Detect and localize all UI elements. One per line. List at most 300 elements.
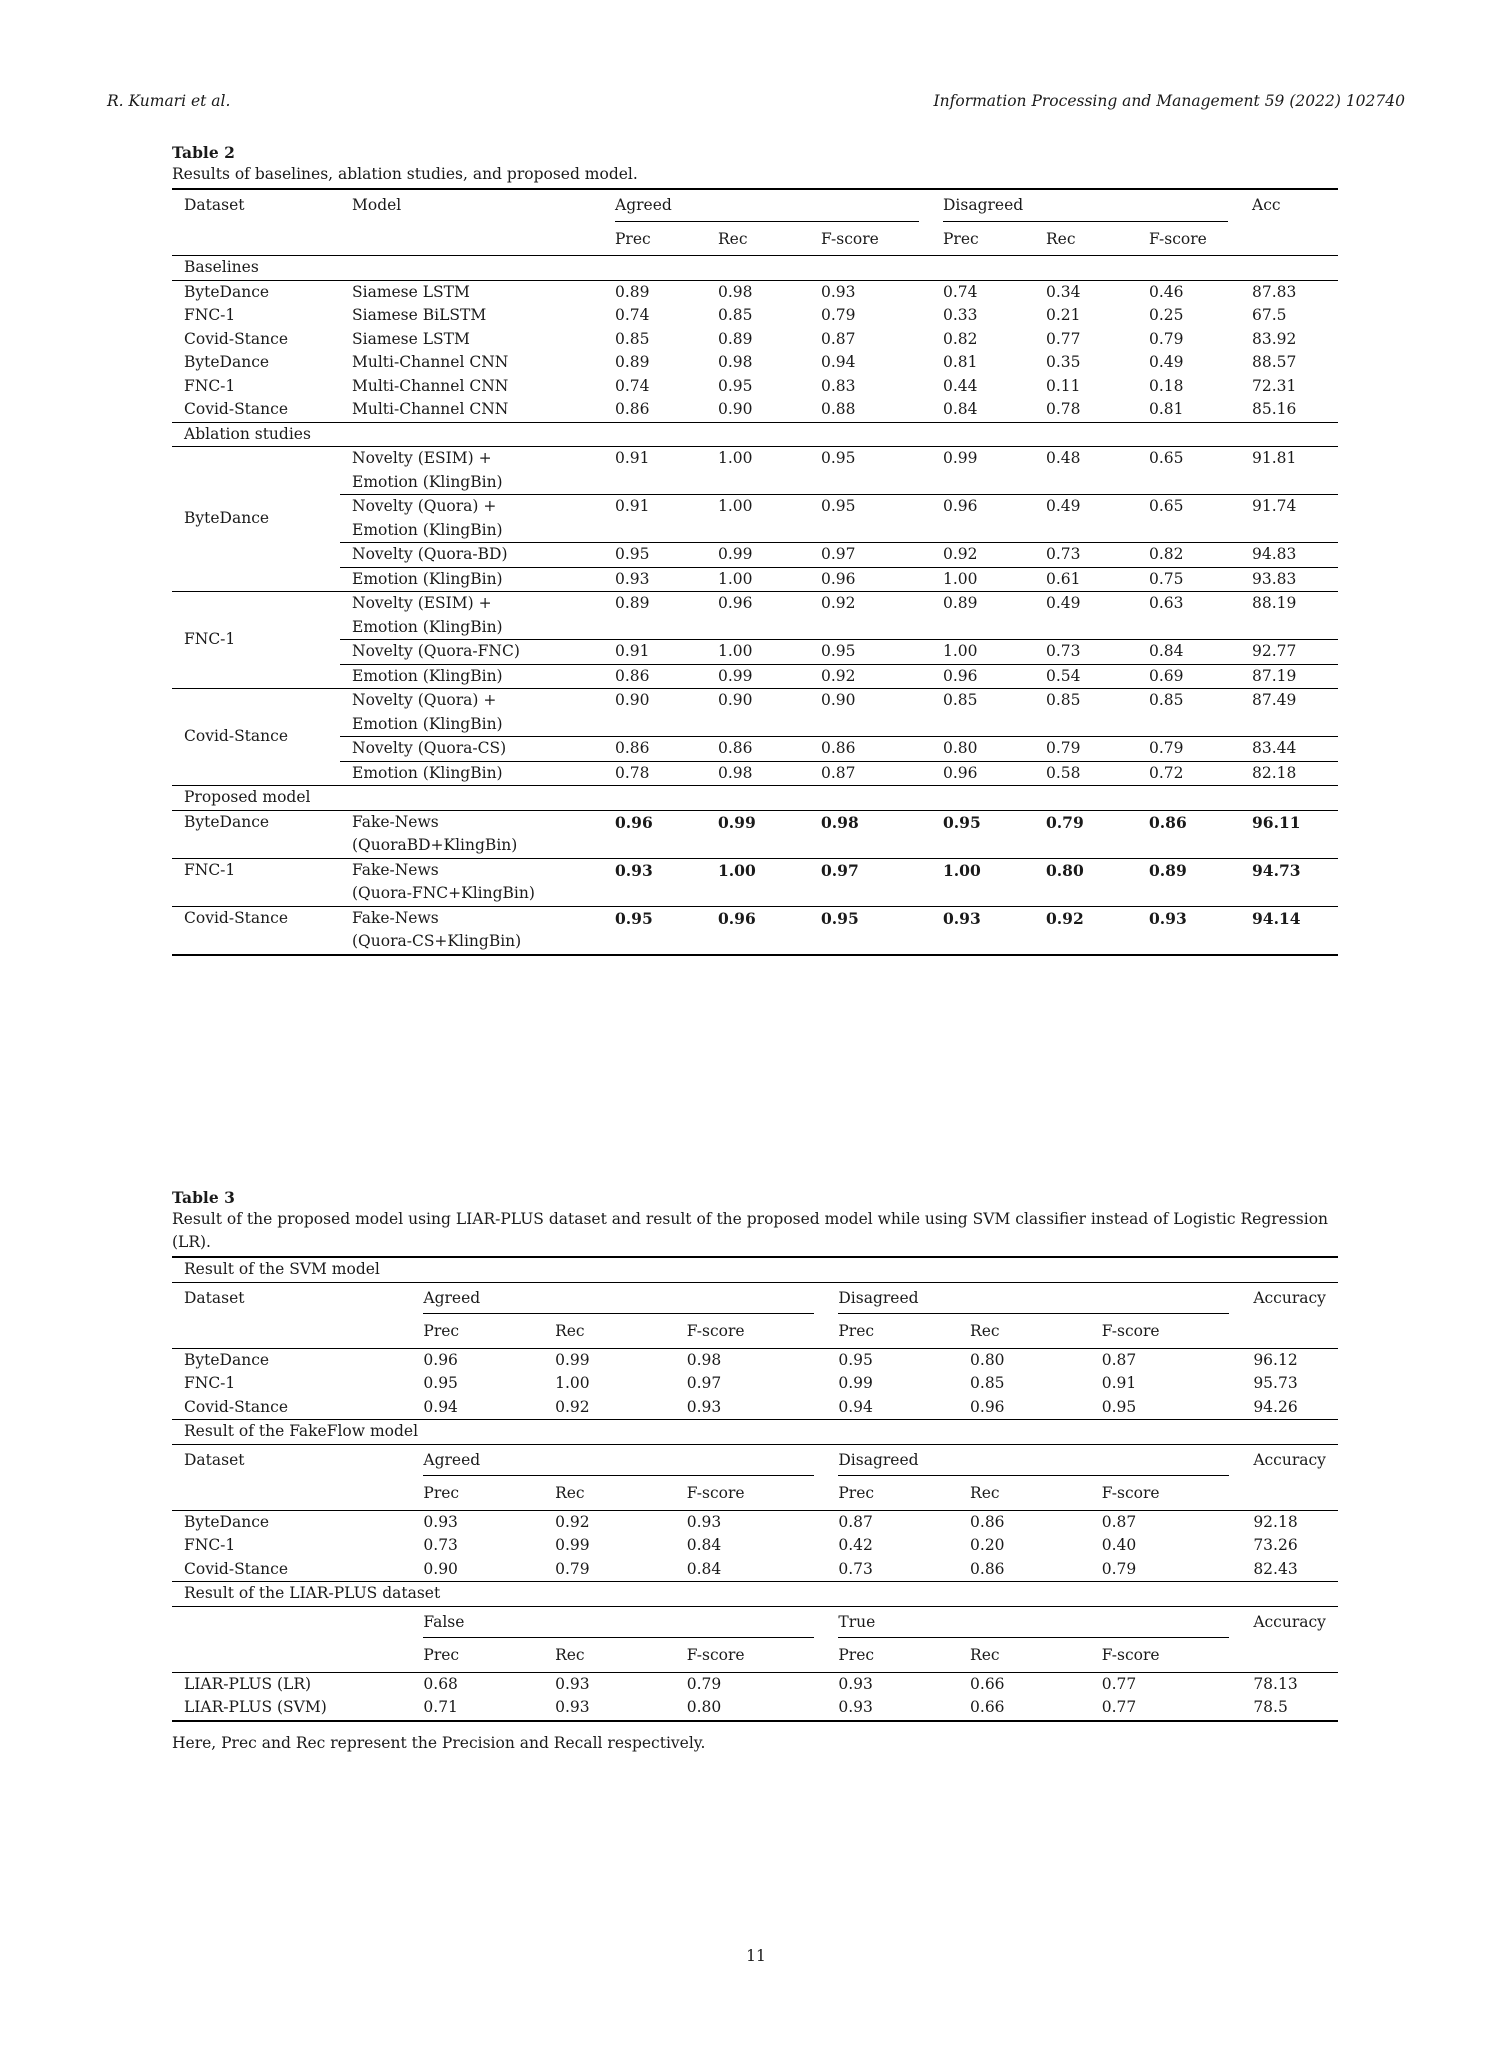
model-cell <box>340 737 603 762</box>
fscore-cell: 0.79 <box>1101 1559 1137 1578</box>
model-line-2: (Quora-FNC+KlingBin) <box>352 884 535 902</box>
model-line-2: Emotion (KlingBin) <box>352 714 503 733</box>
agreed-prec-cell: 0.86 <box>615 400 650 418</box>
col-header-model: Model <box>352 196 402 214</box>
disagreed-prec-cell: 0.92 <box>931 543 1034 568</box>
accuracy-cell: 93.83 <box>1240 567 1338 592</box>
dataset-cell: ByteDance <box>184 353 270 371</box>
running-head-author: R. Kumari et al. <box>107 92 231 110</box>
agreed-prec-cell: 0.95 <box>603 543 706 568</box>
col-header-dataset: Dataset <box>184 196 245 214</box>
table-row <box>172 689 1338 737</box>
disagreed-prec-cell: 0.99 <box>931 447 1034 495</box>
prec-cell: 0.68 <box>423 1674 458 1693</box>
table-row <box>172 737 1338 762</box>
model-cell <box>340 543 603 568</box>
agreed-fscore-cell: 0.92 <box>809 592 931 640</box>
section-label: Result of the SVM model <box>184 1260 380 1278</box>
subheader-row <box>172 1641 1338 1672</box>
rec-cell: 0.92 <box>555 1512 590 1531</box>
sub-header-fscore: F-score <box>686 1646 745 1664</box>
prec-cell: 0.73 <box>838 1559 873 1578</box>
fscore-cell: 0.93 <box>686 1397 722 1416</box>
disagreed-rec-cell: 0.79 <box>1046 812 1084 832</box>
prec-cell: 0.95 <box>423 1374 458 1392</box>
disagreed-fscore-cell: 0.65 <box>1137 495 1240 543</box>
disagreed-fscore-cell: 0.18 <box>1149 376 1184 395</box>
accuracy-cell: 91.81 <box>1240 447 1338 495</box>
model-line-2: (Quora-CS+KlingBin) <box>352 932 522 950</box>
disagreed-fscore-cell: 0.46 <box>1149 282 1184 301</box>
fscore-cell: 0.77 <box>1101 1698 1137 1716</box>
prec-cell: 0.93 <box>838 1698 873 1716</box>
rec-cell: 0.66 <box>970 1698 1005 1716</box>
model-line-1: Novelty (ESIM) + <box>352 449 492 467</box>
disagreed-rec-cell: 0.35 <box>1046 353 1081 371</box>
disagreed-fscore-cell: 0.86 <box>1149 812 1187 832</box>
section-row <box>172 1582 1338 1607</box>
model-cell: Multi-Channel CNN <box>352 376 509 395</box>
agreed-fscore-cell: 0.98 <box>821 812 859 832</box>
col-header-disagreed <box>931 189 1240 225</box>
fscore-cell: 0.93 <box>686 1512 722 1531</box>
agreed-fscore-cell: 0.90 <box>809 689 931 737</box>
table-2-header-row <box>172 189 1338 225</box>
model-cell: Multi-Channel CNN <box>352 353 509 371</box>
sub-header-rec: Rec <box>555 1322 585 1340</box>
section-label-ablation: Ablation studies <box>184 424 311 443</box>
agreed-rec-cell: 1.00 <box>706 495 809 543</box>
model-cell <box>340 592 603 640</box>
sub-header-rec: Rec <box>555 1484 585 1502</box>
accuracy-cell: 94.73 <box>1252 860 1301 880</box>
table-row <box>172 1672 1338 1696</box>
agreed-rec-cell: 1.00 <box>706 447 809 495</box>
table-row <box>172 567 1338 592</box>
prec-cell: 0.90 <box>423 1559 458 1578</box>
table-2-title: Table 2 <box>172 143 235 162</box>
disagreed-fscore-cell: 0.69 <box>1137 664 1240 689</box>
col-header-group-1 <box>411 1606 826 1641</box>
table-row <box>172 495 1338 543</box>
table-row <box>172 1558 1338 1582</box>
sub-header-rec: Rec <box>970 1322 1000 1340</box>
dataset-cell: Covid-Stance <box>184 400 288 418</box>
sub-header-fscore: F-score <box>1101 1322 1160 1340</box>
accuracy-cell: 87.19 <box>1240 664 1338 689</box>
disagreed-prec-cell: 0.74 <box>943 282 978 301</box>
section-row <box>172 1420 1338 1445</box>
col-header-group-1 <box>411 1282 826 1317</box>
agreed-rec-cell: 0.96 <box>706 592 809 640</box>
group-2-label: True <box>838 1611 1229 1639</box>
disagreed-prec-cell: 1.00 <box>931 567 1034 592</box>
disagreed-rec-cell: 0.77 <box>1046 329 1081 348</box>
header-row <box>172 1444 1338 1479</box>
fscore-cell: 0.97 <box>686 1374 722 1392</box>
model-line-1: Novelty (Quora-CS) <box>352 739 507 757</box>
accuracy-cell: 78.5 <box>1253 1698 1288 1716</box>
table-row <box>172 304 1338 328</box>
disagreed-rec-cell: 0.78 <box>1046 400 1081 418</box>
header-row <box>172 1606 1338 1641</box>
rec-cell: 0.92 <box>555 1397 590 1416</box>
agreed-rec-cell: 0.99 <box>706 664 809 689</box>
empty-cell <box>1241 1317 1338 1348</box>
prec-cell: 0.94 <box>838 1397 873 1416</box>
disagreed-rec-cell: 0.11 <box>1046 376 1081 395</box>
model-line-1: Novelty (Quora) + <box>352 497 497 515</box>
sub-header-prec: Prec <box>615 229 651 248</box>
disagreed-fscore-cell: 0.81 <box>1149 400 1184 418</box>
group-2-label: Disagreed <box>838 1449 1229 1477</box>
accuracy-cell: 72.31 <box>1252 376 1297 395</box>
accuracy-cell: 96.11 <box>1252 812 1301 832</box>
accuracy-cell: 83.44 <box>1240 737 1338 762</box>
accuracy-cell: 82.18 <box>1240 761 1338 786</box>
section-label: Result of the LIAR-PLUS dataset <box>184 1584 441 1602</box>
dataset-cell: Covid-Stance <box>184 1559 288 1578</box>
page-number: 11 <box>746 1947 766 1965</box>
disagreed-prec-cell: 1.00 <box>943 860 981 880</box>
sub-header-fscore: F-score <box>686 1322 745 1340</box>
model-cell <box>340 495 603 543</box>
group-2-label: Disagreed <box>838 1287 1229 1315</box>
model-line-2: Emotion (KlingBin) <box>352 617 503 636</box>
disagreed-rec-cell: 0.79 <box>1034 737 1137 762</box>
disagreed-rec-cell: 0.49 <box>1034 592 1137 640</box>
table-row <box>172 592 1338 640</box>
prec-cell: 0.94 <box>423 1397 458 1416</box>
disagreed-rec-cell: 0.54 <box>1034 664 1137 689</box>
agreed-prec-cell: 0.78 <box>603 761 706 786</box>
subheader-row <box>172 1317 1338 1348</box>
group-1-label: False <box>423 1611 814 1639</box>
agreed-fscore-cell: 0.88 <box>821 400 856 418</box>
dataset-cell: FNC-1 <box>172 592 340 689</box>
disagreed-rec-cell: 0.48 <box>1034 447 1137 495</box>
fscore-cell: 0.77 <box>1101 1674 1137 1693</box>
sub-header-fscore: F-score <box>821 229 879 248</box>
accuracy-cell: 94.83 <box>1240 543 1338 568</box>
rec-cell: 0.86 <box>970 1512 1005 1531</box>
rec-cell: 0.93 <box>555 1674 590 1693</box>
model-line-2: (QuoraBD+KlingBin) <box>352 836 518 854</box>
agreed-prec-cell: 0.91 <box>603 447 706 495</box>
agreed-prec-cell: 0.74 <box>615 306 650 324</box>
sub-header-prec: Prec <box>838 1322 875 1340</box>
sub-header-fscore: F-score <box>1149 229 1207 248</box>
agreed-prec-cell: 0.91 <box>603 640 706 665</box>
model-line-1: Emotion (KlingBin) <box>352 569 503 588</box>
agreed-rec-cell: 0.99 <box>706 543 809 568</box>
model-cell: Siamese LSTM <box>352 329 470 348</box>
disagreed-rec-cell: 0.73 <box>1034 640 1137 665</box>
col-header-agreed <box>603 189 931 225</box>
disagreed-fscore-cell: 0.49 <box>1149 353 1184 371</box>
table-2-subheader-row <box>172 225 1338 256</box>
fscore-cell: 0.98 <box>686 1350 722 1369</box>
col-header-acc: Acc <box>1252 196 1281 214</box>
section-row <box>172 422 1338 447</box>
section-label-proposed: Proposed model <box>184 788 311 806</box>
agreed-prec-cell: 0.95 <box>615 908 653 928</box>
col-header-group-2 <box>826 1606 1241 1641</box>
sub-header-rec: Rec <box>970 1484 1000 1502</box>
agreed-rec-cell: 0.89 <box>718 329 753 348</box>
table-row <box>172 1510 1338 1534</box>
disagreed-prec-cell: 0.96 <box>931 664 1034 689</box>
accuracy-cell: 94.26 <box>1253 1397 1298 1416</box>
disagreed-rec-cell: 0.85 <box>1034 689 1137 737</box>
rec-cell: 0.79 <box>555 1559 590 1578</box>
rec-cell: 0.85 <box>970 1374 1005 1392</box>
rec-cell: 0.96 <box>970 1397 1005 1416</box>
accuracy-cell: 83.92 <box>1252 329 1297 348</box>
table-row <box>172 280 1338 304</box>
accuracy-cell: 92.18 <box>1253 1512 1298 1531</box>
prec-cell: 0.99 <box>838 1374 873 1392</box>
model-line-1: Fake-News <box>352 812 439 831</box>
disagreed-prec-cell: 0.96 <box>931 495 1034 543</box>
model-cell <box>340 664 603 689</box>
disagreed-fscore-cell: 0.75 <box>1137 567 1240 592</box>
table-row <box>172 810 1338 858</box>
disagreed-fscore-cell: 0.85 <box>1137 689 1240 737</box>
section-label-baselines: Baselines <box>184 258 259 276</box>
agreed-rec-cell: 0.85 <box>718 306 753 324</box>
table-row <box>172 1348 1338 1372</box>
fscore-cell: 0.95 <box>1101 1397 1137 1416</box>
table-row <box>172 1534 1338 1558</box>
section-label: Result of the FakeFlow model <box>184 1422 419 1440</box>
agreed-fscore-cell: 0.83 <box>821 376 856 395</box>
fscore-cell: 0.79 <box>686 1674 722 1693</box>
rec-cell: 0.99 <box>555 1536 590 1554</box>
disagreed-prec-cell: 0.95 <box>943 812 981 832</box>
header-row <box>172 1282 1338 1317</box>
group-1-label: Agreed <box>423 1287 814 1315</box>
rec-cell: 0.20 <box>970 1536 1005 1554</box>
dataset-cell: Covid-Stance <box>184 329 288 348</box>
disagreed-fscore-cell: 0.84 <box>1137 640 1240 665</box>
accuracy-cell: 82.43 <box>1253 1559 1298 1578</box>
disagreed-rec-cell: 0.49 <box>1034 495 1137 543</box>
model-line-2: Emotion (KlingBin) <box>352 472 503 491</box>
disagreed-prec-cell: 0.33 <box>943 306 978 324</box>
agreed-fscore-cell: 0.93 <box>821 282 856 301</box>
col-header-group-2 <box>826 1282 1241 1317</box>
accuracy-cell: 67.5 <box>1252 306 1287 324</box>
agreed-rec-cell: 0.98 <box>706 761 809 786</box>
agreed-fscore-cell: 0.87 <box>821 329 856 348</box>
prec-cell: 0.95 <box>838 1350 873 1369</box>
disagreed-rec-cell: 0.34 <box>1046 282 1081 301</box>
dataset-cell: ByteDance <box>184 282 270 301</box>
accuracy-cell: 96.12 <box>1253 1350 1298 1369</box>
disagreed-fscore-cell: 0.65 <box>1137 447 1240 495</box>
agreed-prec-cell: 0.86 <box>603 664 706 689</box>
fscore-cell: 0.84 <box>686 1536 722 1554</box>
accuracy-cell: 88.19 <box>1240 592 1338 640</box>
group-1-label: Agreed <box>423 1449 814 1477</box>
dataset-cell: FNC-1 <box>184 376 236 395</box>
agreed-fscore-cell: 0.97 <box>821 860 859 880</box>
dataset-cell: ByteDance <box>172 447 340 592</box>
agreed-rec-cell: 0.90 <box>706 689 809 737</box>
subheader-row <box>172 1479 1338 1510</box>
empty-cell <box>1241 1641 1338 1672</box>
agreed-fscore-cell: 0.87 <box>809 761 931 786</box>
disagreed-rec-cell: 0.58 <box>1034 761 1137 786</box>
rec-cell: 0.80 <box>970 1350 1005 1369</box>
prec-cell: 0.73 <box>423 1536 458 1554</box>
accuracy-cell: 95.73 <box>1253 1374 1298 1392</box>
agreed-fscore-cell: 0.95 <box>809 447 931 495</box>
table-2-grid <box>172 188 1338 956</box>
accuracy-cell: 87.49 <box>1240 689 1338 737</box>
agreed-rec-cell: 1.00 <box>718 860 756 880</box>
dataset-cell: LIAR-PLUS (SVM) <box>184 1698 327 1716</box>
agreed-prec-cell: 0.89 <box>615 353 650 371</box>
agreed-fscore-cell: 0.79 <box>821 306 856 324</box>
disagreed-label: Disagreed <box>943 194 1228 222</box>
prec-cell: 0.93 <box>838 1674 873 1693</box>
col-header-accuracy: Accuracy <box>1253 1612 1326 1631</box>
agreed-rec-cell: 1.00 <box>706 640 809 665</box>
table-3-caption: Result of the proposed model using LIAR-PLUS dataset and result of the proposed model while using SVM classifier instead of Logistic Regression (LR). <box>172 1210 1329 1251</box>
prec-cell: 0.96 <box>423 1350 458 1369</box>
table-row <box>172 447 1338 495</box>
disagreed-rec-cell: 0.61 <box>1034 567 1137 592</box>
disagreed-fscore-cell: 0.25 <box>1149 306 1184 324</box>
model-line-1: Emotion (KlingBin) <box>352 666 503 685</box>
table-row <box>172 906 1338 955</box>
model-cell: Multi-Channel CNN <box>352 400 509 418</box>
sub-header-prec: Prec <box>838 1484 875 1502</box>
table-3-footnote: Here, Prec and Rec represent the Precision and Recall respectively. <box>172 1733 706 1752</box>
agreed-rec-cell: 0.98 <box>718 353 753 371</box>
prec-cell: 0.93 <box>423 1512 458 1531</box>
table-row <box>172 664 1338 689</box>
section-row <box>172 1257 1338 1282</box>
agreed-fscore-cell: 0.95 <box>809 640 931 665</box>
agreed-fscore-cell: 0.96 <box>809 567 931 592</box>
disagreed-rec-cell: 0.80 <box>1046 860 1084 880</box>
sub-header-rec: Rec <box>970 1646 1000 1664</box>
dataset-cell: FNC-1 <box>184 860 236 879</box>
agreed-fscore-cell: 0.97 <box>809 543 931 568</box>
prec-cell: 0.71 <box>423 1698 458 1716</box>
running-head-journal: Information Processing and Management 59 (2022) 102740 <box>933 92 1405 110</box>
agreed-fscore-cell: 0.94 <box>821 353 856 371</box>
agreed-fscore-cell: 0.95 <box>809 495 931 543</box>
col-header-dataset: Dataset <box>184 1450 245 1469</box>
disagreed-prec-cell: 0.89 <box>931 592 1034 640</box>
model-line-1: Fake-News <box>352 860 439 879</box>
sub-header-rec: Rec <box>718 229 748 248</box>
rec-cell: 0.66 <box>970 1674 1005 1693</box>
model-cell <box>340 906 603 955</box>
empty-cell <box>172 1317 411 1348</box>
accuracy-cell: 78.13 <box>1253 1674 1298 1693</box>
empty-cell <box>1241 1479 1338 1510</box>
agreed-prec-cell: 0.74 <box>615 376 650 395</box>
table-3-title: Table 3 <box>172 1188 235 1207</box>
model-cell <box>340 447 603 495</box>
disagreed-fscore-cell: 0.79 <box>1149 329 1184 348</box>
agreed-rec-cell: 0.96 <box>718 908 756 928</box>
table-3-body <box>172 1257 1338 1721</box>
section-row <box>172 256 1338 281</box>
model-cell <box>340 640 603 665</box>
table-row <box>172 398 1338 422</box>
rec-cell: 0.99 <box>555 1350 590 1369</box>
model-line-1: Novelty (Quora-FNC) <box>352 642 520 660</box>
agreed-prec-cell: 0.89 <box>615 282 650 301</box>
table-2-caption: Results of baselines, ablation studies, and proposed model. <box>172 165 638 183</box>
model-line-1: Novelty (Quora) + <box>352 691 497 709</box>
sub-header-prec: Prec <box>423 1646 460 1664</box>
accuracy-cell: 91.74 <box>1240 495 1338 543</box>
accuracy-cell: 94.14 <box>1252 908 1301 928</box>
disagreed-rec-cell: 0.92 <box>1046 908 1084 928</box>
fscore-cell: 0.84 <box>686 1559 722 1578</box>
model-cell <box>340 761 603 786</box>
col-header-group-2 <box>826 1444 1241 1479</box>
agreed-prec-cell: 0.89 <box>603 592 706 640</box>
table-row <box>172 351 1338 375</box>
disagreed-fscore-cell: 0.82 <box>1137 543 1240 568</box>
agreed-prec-cell: 0.93 <box>603 567 706 592</box>
disagreed-prec-cell: 0.81 <box>943 353 978 371</box>
sub-header-prec: Prec <box>423 1322 460 1340</box>
model-line-1: Fake-News <box>352 908 439 927</box>
disagreed-prec-cell: 0.44 <box>943 376 978 395</box>
disagreed-prec-cell: 1.00 <box>931 640 1034 665</box>
agreed-fscore-cell: 0.92 <box>809 664 931 689</box>
table-row <box>172 858 1338 906</box>
section-row <box>172 786 1338 811</box>
model-cell: Siamese LSTM <box>352 282 470 301</box>
disagreed-fscore-cell: 0.93 <box>1149 908 1187 928</box>
dataset-cell: Covid-Stance <box>184 1397 288 1416</box>
disagreed-prec-cell: 0.96 <box>931 761 1034 786</box>
agreed-prec-cell: 0.86 <box>603 737 706 762</box>
agreed-prec-cell: 0.85 <box>615 329 650 348</box>
table-3-grid <box>172 1256 1338 1722</box>
accuracy-cell: 88.57 <box>1252 353 1297 371</box>
rec-cell: 1.00 <box>555 1374 590 1392</box>
col-header-accuracy: Accuracy <box>1253 1450 1326 1469</box>
table-row <box>172 375 1338 399</box>
table-2 <box>172 143 1338 956</box>
table-row <box>172 761 1338 786</box>
agreed-prec-cell: 0.91 <box>603 495 706 543</box>
model-cell <box>340 858 603 906</box>
agreed-rec-cell: 0.86 <box>706 737 809 762</box>
disagreed-rec-cell: 0.21 <box>1046 306 1081 324</box>
dataset-cell: ByteDance <box>184 812 270 831</box>
agreed-rec-cell: 0.95 <box>718 376 753 395</box>
disagreed-rec-cell: 0.73 <box>1034 543 1137 568</box>
dataset-cell: LIAR-PLUS (LR) <box>184 1674 312 1693</box>
agreed-rec-cell: 0.98 <box>718 282 753 301</box>
dataset-cell: FNC-1 <box>184 306 236 324</box>
disagreed-prec-cell: 0.93 <box>943 908 981 928</box>
sub-header-rec: Rec <box>1046 229 1076 248</box>
sub-header-fscore: F-score <box>1101 1646 1160 1664</box>
